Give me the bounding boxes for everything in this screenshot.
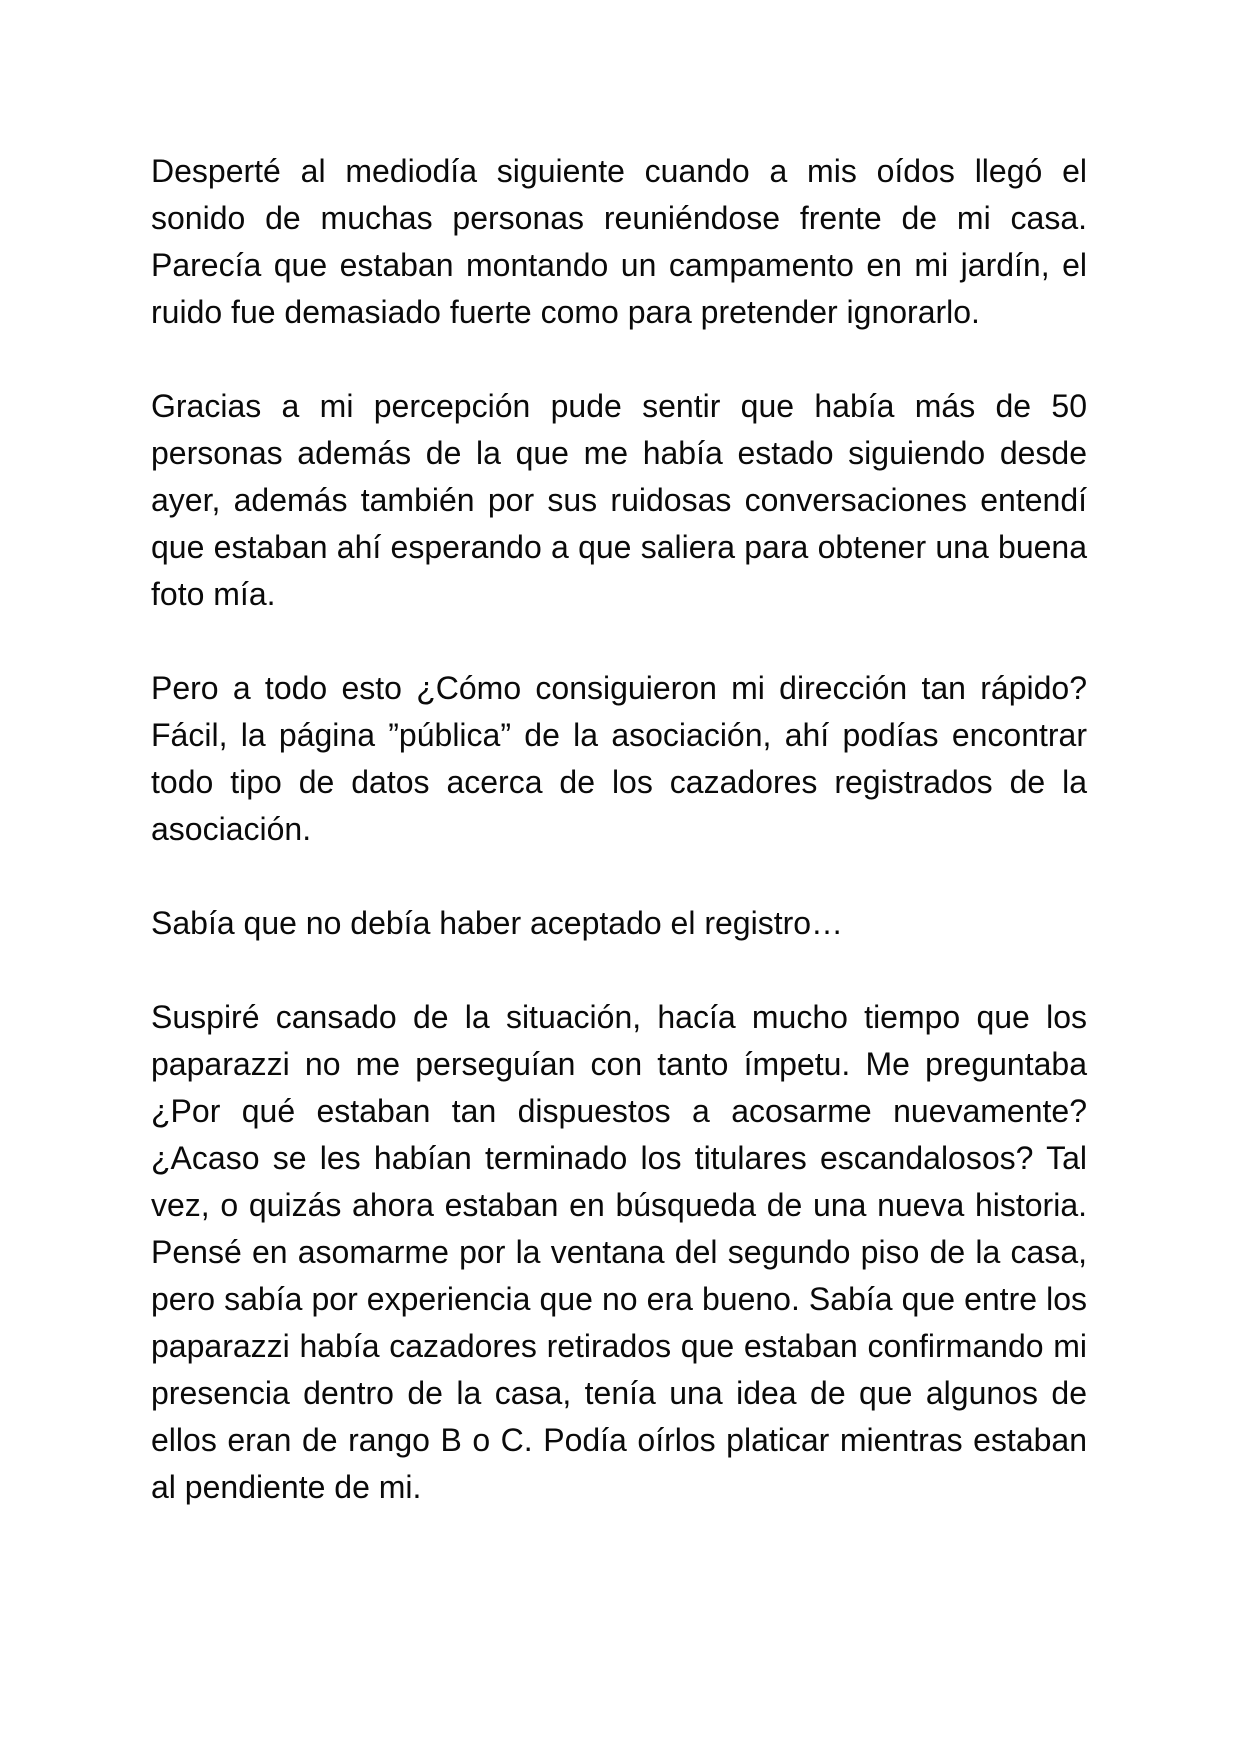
document-body (151, 148, 1087, 1511)
paragraph: Desperté al mediodía siguiente cuando a mis oídos llegó el sonido de muchas personas reuniéndose frente de mi casa. Parecía que estaban montando un campamento en mi jardín, el ruido fue demasiado fuerte como para pretender ignorarlo. (151, 153, 1087, 330)
paragraph: Sabía que no debía haber aceptado el registro… (151, 905, 844, 941)
paragraph: Gracias a mi percepción pude sentir que había más de 50 personas además de la que me había estado siguiendo desde ayer, además también por sus ruidosas conversaciones entendí que estaban ahí esperando a que saliera para obtener una buena foto mía. (151, 388, 1087, 612)
paragraph: Suspiré cansado de la situación, hacía mucho tiempo que los paparazzi no me perseguían con tanto ímpetu. Me preguntaba ¿Por qué estaban tan dispuestos a acosarme nuevamente? ¿Acaso se les habían terminado los titulares escandalosos? Tal vez, o quizás ahora estaban en búsqueda de una nueva historia. Pensé en asomarme por la ventana del segundo piso de la casa, pero sabía por experiencia que no era bueno. Sabía que entre los paparazzi había cazadores retirados que estaban confirmando mi presencia dentro de la casa, tenía una idea de que algunos de ellos eran de rango B o C. Podía oírlos platicar mientras estaban al pendiente de mi. (151, 999, 1087, 1505)
paragraph: Pero a todo esto ¿Cómo consiguieron mi dirección tan rápido? Fácil, la página ”pública” de la asociación, ahí podías encontrar todo tipo de datos acerca de los cazadores registrados de la asociación. (151, 670, 1087, 847)
